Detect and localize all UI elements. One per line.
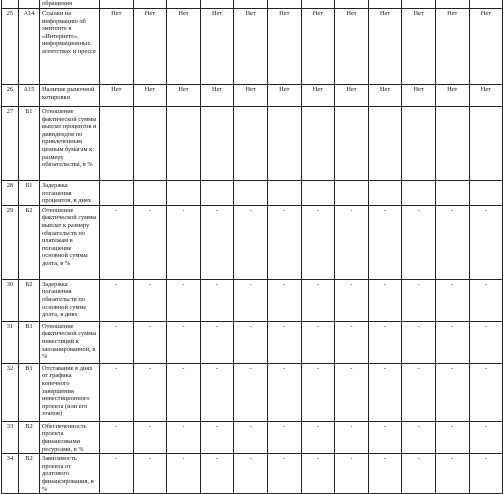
row-name-cell: Отношение фактической суммы выплат к размеру обязательств по платежам в погашение основной суммы долга, в % [40, 205, 100, 279]
value-cell: - [335, 421, 369, 453]
row-number-cell: 29 [2, 205, 19, 279]
value-cell [267, 181, 301, 206]
table-row [2, 363, 503, 421]
value-cell [301, 181, 335, 206]
row-number-cell: 33 [2, 421, 19, 453]
value-cell: - [200, 321, 234, 363]
row-number-cell: 31 [2, 321, 19, 363]
value-cell: Нет [167, 85, 201, 107]
value-cell [167, 181, 201, 206]
value-cell: - [133, 279, 167, 321]
value-cell [469, 181, 503, 206]
value-cell: Нет [435, 9, 469, 85]
value-cell: - [167, 321, 201, 363]
row-code-cell: В1 [19, 321, 40, 363]
value-cell: Нет [167, 9, 201, 85]
value-cell: Нет [469, 85, 503, 107]
value-cell: Нет [402, 85, 436, 107]
value-cell: Нет [469, 9, 503, 85]
value-cell: - [167, 205, 201, 279]
value-cell: Нет [133, 9, 167, 85]
value-cell: - [301, 321, 335, 363]
value-cell: Нет [234, 9, 268, 85]
value-cell [335, 107, 369, 181]
value-cell: - [301, 421, 335, 453]
value-cell: - [200, 454, 234, 494]
row-name-cell: Отношение фактической суммы инвестиций к запланированной, в % [40, 321, 100, 363]
value-cell: - [402, 421, 436, 453]
row-code-cell [19, 0, 40, 9]
value-cell: - [100, 205, 134, 279]
value-cell: - [368, 454, 402, 494]
value-cell: - [435, 321, 469, 363]
value-cell [267, 0, 301, 9]
value-cell: - [267, 321, 301, 363]
row-code-cell: Б2 [19, 205, 40, 279]
row-name-cell: обращения [40, 0, 100, 9]
row-number-cell: 30 [2, 279, 19, 321]
value-cell: Нет [100, 9, 134, 85]
value-cell: - [267, 454, 301, 494]
value-cell: - [435, 363, 469, 421]
row-name-cell: Зависимость проекта от долгового финансирования, в % [40, 454, 100, 494]
value-cell: Нет [335, 9, 369, 85]
value-cell: - [200, 421, 234, 453]
value-cell [469, 107, 503, 181]
row-code-cell: В1 [19, 363, 40, 421]
value-cell: - [200, 205, 234, 279]
value-cell [335, 0, 369, 9]
value-cell: - [301, 454, 335, 494]
value-cell: - [267, 279, 301, 321]
value-cell: - [402, 279, 436, 321]
table-row [2, 421, 503, 453]
table-row [2, 0, 503, 9]
value-cell [402, 0, 436, 9]
value-cell: - [435, 279, 469, 321]
value-cell [133, 181, 167, 206]
value-cell: - [267, 421, 301, 453]
value-cell [301, 107, 335, 181]
value-cell [200, 181, 234, 206]
value-cell: - [234, 279, 268, 321]
value-cell: - [368, 321, 402, 363]
value-cell: - [133, 454, 167, 494]
table-row [2, 181, 503, 206]
value-cell: - [234, 321, 268, 363]
value-cell: Нет [301, 85, 335, 107]
table-body [2, 0, 503, 494]
value-cell [402, 181, 436, 206]
value-cell: - [469, 205, 503, 279]
value-cell: - [335, 363, 369, 421]
value-cell: Нет [234, 85, 268, 107]
value-cell: Нет [267, 85, 301, 107]
row-name-cell: Задержка погашения процентов, в днях [40, 181, 100, 206]
value-cell [200, 0, 234, 9]
value-cell: - [469, 363, 503, 421]
value-cell: - [133, 321, 167, 363]
value-cell: - [435, 421, 469, 453]
value-cell [402, 107, 436, 181]
value-cell: - [100, 454, 134, 494]
value-cell: - [435, 205, 469, 279]
value-cell: Нет [200, 85, 234, 107]
value-cell [100, 0, 134, 9]
value-cell: - [368, 363, 402, 421]
row-code-cell: В2 [19, 421, 40, 453]
value-cell: - [133, 205, 167, 279]
value-cell: - [167, 279, 201, 321]
row-name-cell: Отставание в днях от графика конечного завершения инвестиционного проекта (или его этапов) [40, 363, 100, 421]
value-cell [267, 107, 301, 181]
table-row [2, 205, 503, 279]
value-cell: - [267, 363, 301, 421]
row-number-cell: 27 [2, 107, 19, 181]
value-cell: Нет [335, 85, 369, 107]
value-cell: - [234, 421, 268, 453]
row-number-cell: 28 [2, 181, 19, 206]
value-cell: - [435, 454, 469, 494]
value-cell: - [200, 279, 234, 321]
value-cell [368, 181, 402, 206]
value-cell: - [133, 363, 167, 421]
table-row [2, 321, 503, 363]
value-cell: - [368, 279, 402, 321]
value-cell: - [301, 363, 335, 421]
value-cell [435, 0, 469, 9]
value-cell: - [335, 321, 369, 363]
value-cell: Нет [133, 85, 167, 107]
value-cell: - [200, 363, 234, 421]
value-cell: - [100, 363, 134, 421]
value-cell: - [301, 205, 335, 279]
value-cell [167, 107, 201, 181]
row-name-cell: Задержка погашения обязательств по основной сумме долга, в днях [40, 279, 100, 321]
value-cell: - [402, 205, 436, 279]
value-cell [234, 181, 268, 206]
value-cell: - [100, 279, 134, 321]
value-cell [234, 107, 268, 181]
table-row [2, 85, 503, 107]
value-cell: Нет [267, 9, 301, 85]
value-cell: - [402, 321, 436, 363]
value-cell [368, 0, 402, 9]
value-cell [234, 0, 268, 9]
value-cell: Нет [301, 9, 335, 85]
value-cell: - [469, 421, 503, 453]
value-cell [469, 0, 503, 9]
row-number-cell: 26 [2, 85, 19, 107]
value-cell: - [469, 279, 503, 321]
value-cell: - [335, 454, 369, 494]
value-cell: - [335, 279, 369, 321]
value-cell: - [133, 421, 167, 453]
value-cell: - [368, 205, 402, 279]
value-cell: - [234, 205, 268, 279]
value-cell [335, 181, 369, 206]
value-cell: - [301, 279, 335, 321]
row-code-cell: Б2 [19, 279, 40, 321]
value-cell: - [100, 421, 134, 453]
row-number-cell: 32 [2, 363, 19, 421]
value-cell [100, 107, 134, 181]
value-cell: - [167, 421, 201, 453]
value-cell: - [368, 421, 402, 453]
row-name-cell: Наличие рыночной котировки [40, 85, 100, 107]
value-cell: - [402, 363, 436, 421]
table-row [2, 9, 503, 85]
value-cell: Нет [368, 85, 402, 107]
row-code-cell: Б1 [19, 181, 40, 206]
row-code-cell: Б1 [19, 107, 40, 181]
value-cell: - [100, 321, 134, 363]
value-cell: - [402, 454, 436, 494]
table-row [2, 454, 503, 494]
row-code-cell: В2 [19, 454, 40, 494]
value-cell: Нет [200, 9, 234, 85]
value-cell: Нет [100, 85, 134, 107]
value-cell: - [267, 205, 301, 279]
value-cell: - [469, 454, 503, 494]
table-row [2, 107, 503, 181]
value-cell [301, 0, 335, 9]
value-cell: - [167, 454, 201, 494]
value-cell: - [234, 454, 268, 494]
row-number-cell: 25 [2, 9, 19, 85]
table-row [2, 279, 503, 321]
value-cell [133, 0, 167, 9]
row-name-cell: Обеспеченность проекта финансовыми ресурсами, в % [40, 421, 100, 453]
row-number-cell: 34 [2, 454, 19, 494]
value-cell: - [469, 321, 503, 363]
value-cell: Нет [435, 85, 469, 107]
row-code-cell: А14 [19, 9, 40, 85]
value-cell: Нет [368, 9, 402, 85]
value-cell [435, 107, 469, 181]
value-cell [200, 107, 234, 181]
value-cell: - [167, 363, 201, 421]
value-cell: Нет [402, 9, 436, 85]
row-name-cell: Отношение фактической суммы выплат процентов и дивидендов по привлеченным ценным бумагам к размеру обязательства, в % [40, 107, 100, 181]
value-cell [435, 181, 469, 206]
value-cell [133, 107, 167, 181]
value-cell: - [335, 205, 369, 279]
value-cell [368, 107, 402, 181]
value-cell [100, 181, 134, 206]
value-cell [167, 0, 201, 9]
row-number-cell [2, 0, 19, 9]
row-name-cell: Ссылки на информацию об эмитенте в «Интернете», информационных агентствах и прессе [40, 9, 100, 85]
row-code-cell: А15 [19, 85, 40, 107]
indicators-table [1, 0, 503, 494]
value-cell: - [234, 363, 268, 421]
